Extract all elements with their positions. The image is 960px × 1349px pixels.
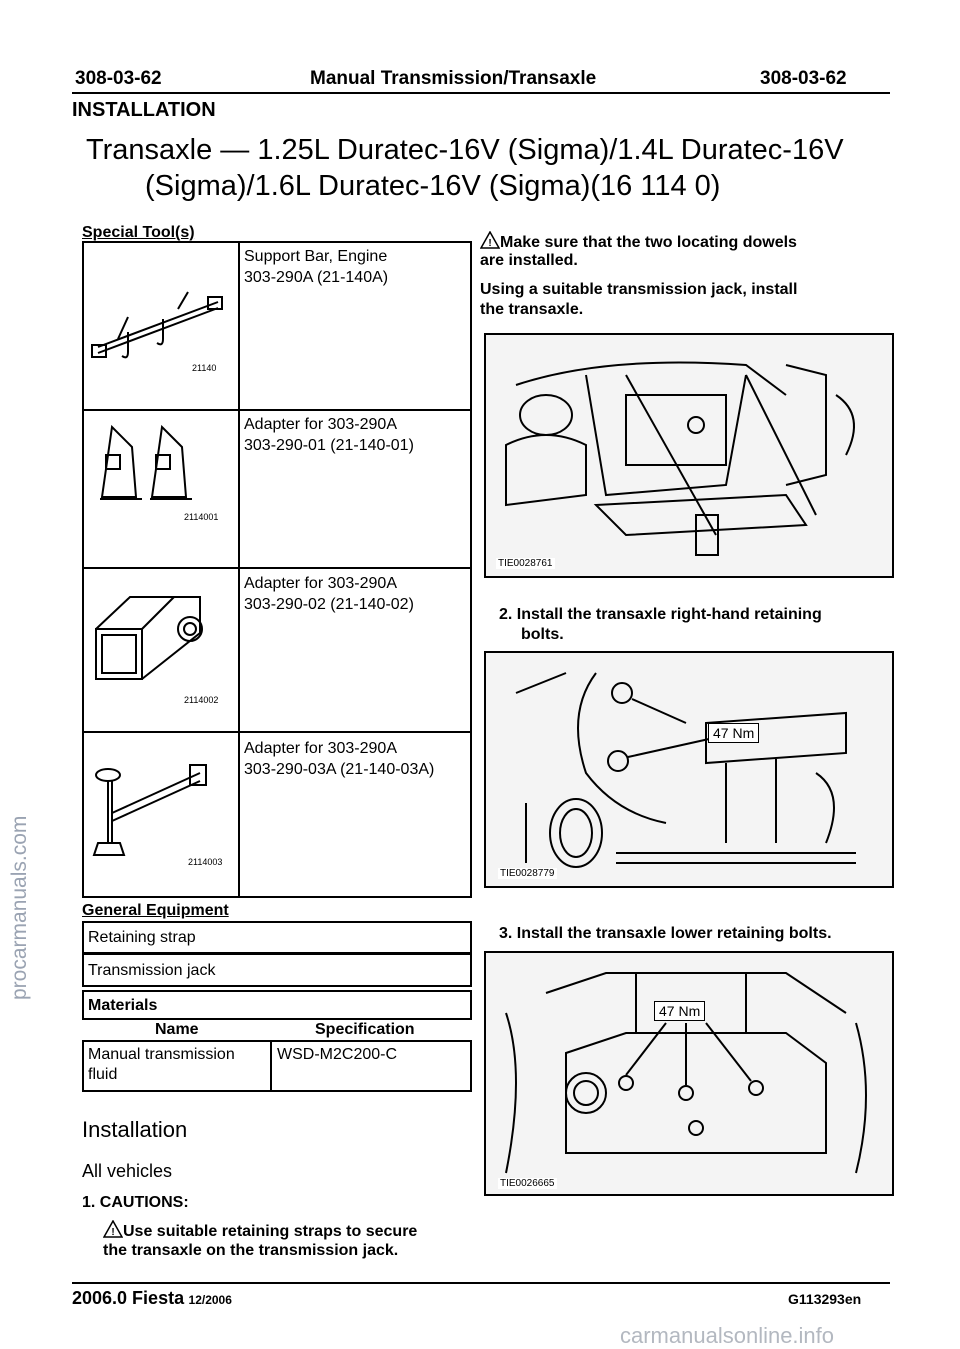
header-right-code: 308-03-62	[760, 68, 847, 89]
tool-1-number: 303-290A (21-140A)	[244, 269, 389, 286]
step-2-line2: bolts.	[521, 626, 564, 643]
warning-triangle-icon	[480, 231, 500, 249]
figure-2-id: TIE0028779	[500, 868, 555, 879]
warning-triangle-icon	[103, 1220, 123, 1238]
lower-bolts-illustration	[486, 953, 892, 1194]
tool-3-number: 303-290-02 (21-140-02)	[244, 596, 414, 613]
adapter-01-icon	[92, 417, 232, 507]
side-watermark: procarmanuals.com	[8, 815, 31, 1000]
tool-4-fig-id: 2114003	[188, 857, 223, 867]
step-1-caution-line1: ! Use suitable retaining straps to secure	[103, 1220, 417, 1242]
page-title-line1: Transaxle — 1.25L Duratec-16V (Sigma)/1.4L Duratec-16V	[86, 134, 844, 166]
step-2-line1: 2. Install the transaxle right-hand retaining	[499, 606, 822, 623]
tool-3-name: Adapter for 303-290A	[244, 575, 397, 592]
tool-4-name: Adapter for 303-290A	[244, 740, 397, 757]
materials-row	[82, 1040, 472, 1092]
adapter-02-icon	[90, 583, 230, 693]
tool-3-fig-id: 2114002	[184, 695, 219, 705]
tool-1-fig-id: 21140	[192, 363, 217, 373]
material-name-line2: fluid	[88, 1066, 118, 1083]
footer-rule	[72, 1282, 890, 1284]
tool-2-name: Adapter for 303-290A	[244, 416, 397, 433]
special-tools-table	[82, 241, 472, 898]
figure-right-hand-bolts	[484, 651, 894, 888]
figure-lower-bolts	[484, 951, 894, 1196]
tool-2-number: 303-290-01 (21-140-01)	[244, 437, 414, 454]
material-spec: WSD-M2C200-C	[277, 1046, 398, 1063]
header-title: Manual Transmission/Transaxle	[310, 68, 597, 89]
dowels-caution-line1: ! Make sure that the two locating dowels	[480, 231, 797, 253]
svg-text:!: !	[488, 238, 492, 249]
jack-instruction-line2: the transaxle.	[480, 301, 584, 318]
all-vehicles-label: All vehicles	[82, 1161, 173, 1181]
materials-heading-box	[82, 990, 472, 1020]
engine-support-bar-icon	[88, 247, 234, 367]
step-1-caution-line2: the transaxle on the transmission jack.	[103, 1242, 399, 1259]
figure-3-id: TIE0026665	[500, 1178, 555, 1189]
footer-doc-code: G113293en	[788, 1291, 862, 1307]
figure-3-torque-label: 47 Nm	[654, 1001, 705, 1021]
figure-transaxle-on-jack	[484, 333, 894, 578]
jack-instruction-line1: Using a suitable transmission jack, install	[480, 281, 798, 298]
dowels-caution-line2: are installed.	[480, 252, 578, 269]
right-hand-bolts-illustration	[486, 653, 892, 886]
step-3-text: 3. Install the transaxle lower retaining bolts.	[499, 925, 832, 942]
installation-heading: Installation	[82, 1117, 188, 1142]
tool-1-name: Support Bar, Engine	[244, 248, 388, 265]
page-title-line2: (Sigma)/1.6L Duratec-16V (Sigma)(16 114 0)	[145, 170, 721, 202]
footer-model: 2006.0 Fiesta 12/2006	[72, 1288, 232, 1308]
step-1-label: 1. CAUTIONS:	[82, 1194, 189, 1211]
bottom-watermark: carmanualsonline.info	[620, 1323, 835, 1348]
section-heading: INSTALLATION	[72, 99, 216, 121]
adapter-03a-icon	[90, 743, 230, 863]
general-equipment-heading: General Equipment	[82, 902, 229, 919]
material-name-line1: Manual transmission	[88, 1046, 235, 1063]
figure-2-torque-label: 47 Nm	[708, 723, 759, 743]
tool-2-fig-id: 2114001	[184, 512, 219, 522]
tool-4-number: 303-290-03A (21-140-03A)	[244, 761, 435, 778]
equipment-2-label: Transmission jack	[88, 962, 216, 979]
materials-col-name: Name	[155, 1021, 199, 1038]
materials-col-spec: Specification	[315, 1021, 415, 1038]
equipment-row-1	[82, 921, 472, 954]
transaxle-jack-illustration	[486, 335, 892, 576]
special-tools-heading: Special Tool(s)	[82, 224, 195, 241]
materials-heading: Materials	[88, 997, 158, 1014]
header-rule	[72, 92, 890, 94]
equipment-row-2	[82, 953, 472, 987]
header-left-code: 308-03-62	[75, 68, 162, 89]
figure-1-id: TIE0028761	[498, 558, 553, 569]
svg-text:!: !	[111, 1227, 115, 1238]
equipment-1-label: Retaining strap	[88, 929, 196, 946]
